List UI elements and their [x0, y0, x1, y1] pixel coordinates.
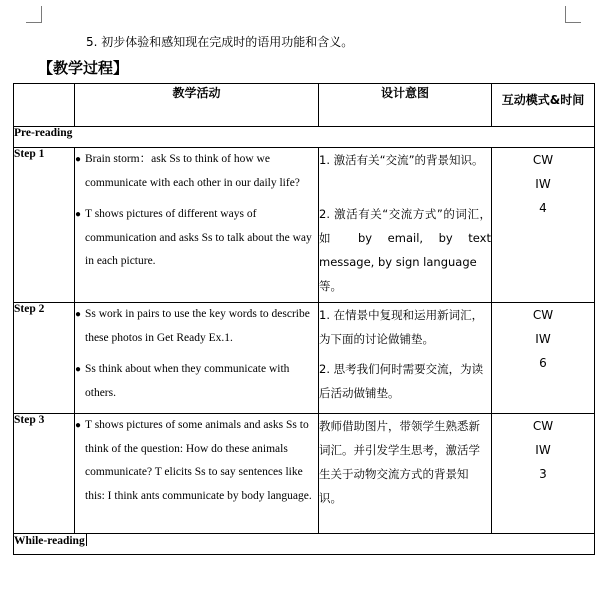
- activities-cell: [75, 303, 319, 414]
- bullet-icon: ●: [75, 420, 82, 431]
- mode-cell: [492, 148, 595, 303]
- activities-cell: [75, 414, 319, 534]
- objective-line: 5. 初步体验和感知现在完成时的语用功能和含义。: [86, 35, 354, 49]
- activity-item: ● T shows pictures of different ways of communication and asks Ss to talk about the way in each picture.: [75, 203, 318, 274]
- step-label: Step 1: [14, 148, 75, 303]
- mode-value: IW: [535, 443, 551, 457]
- mode-cell: [492, 303, 595, 414]
- activity-item: ● Ss think about when they communicate with others.: [75, 358, 318, 405]
- mode-cell: [492, 414, 595, 534]
- mode-value: CW: [532, 308, 554, 322]
- design-point: 教师借助图片，带领学生熟悉新词汇。并引发学生思考，激活学生关于动物交流方式的背景知识。: [319, 419, 480, 505]
- section-pre-reading: Pre-reading: [14, 127, 595, 148]
- design-point: 2. 思考我们何时需要交流，为读后活动做铺垫。: [319, 362, 484, 400]
- design-point: 2. 激活有关“交流方式”的词汇， 如 by email, by text: [319, 207, 491, 245]
- crop-mark-right-horizontal: [565, 22, 581, 23]
- design-point: 1. 激活有关“交流”的背景知识。: [319, 153, 484, 167]
- mode-value: IW: [535, 332, 551, 346]
- mode-value: CW: [532, 153, 554, 167]
- process-title: 【教学过程】: [38, 59, 129, 77]
- bullet-icon: ●: [75, 209, 82, 220]
- mode-value: IW: [535, 177, 551, 191]
- table-row: [14, 414, 595, 534]
- section-row: [14, 534, 595, 555]
- section-while-reading: While-reading: [14, 534, 595, 555]
- crop-mark-left-vertical: [41, 6, 42, 22]
- table-header-row: [14, 84, 595, 127]
- table-row: [14, 148, 595, 303]
- bullet-icon: ●: [75, 309, 82, 320]
- activity-item: ● T shows pictures of some animals and asks Ss to think of the question: How do these animals communicate? T elicits Ss to say sentences like this: I think ants communicate by body language.: [75, 414, 318, 508]
- step-label: Step 3: [14, 414, 75, 534]
- header-mode-time: 互动模式&时间: [492, 84, 595, 127]
- header-step: [14, 84, 75, 127]
- activity-item: ● Ss work in pairs to use the key words to describe these photos in Get Ready Ex.1.: [75, 303, 318, 350]
- text-cursor: [86, 534, 87, 546]
- design-point: message, by sign language 等。: [319, 255, 477, 293]
- bullet-icon: ●: [75, 154, 82, 165]
- design-cell: [319, 303, 492, 414]
- time-value: 4: [539, 201, 547, 215]
- time-value: 3: [539, 467, 547, 481]
- table-row: [14, 303, 595, 414]
- time-value: 6: [539, 356, 547, 370]
- step-label: Step 2: [14, 303, 75, 414]
- crop-mark-left-horizontal: [26, 22, 42, 23]
- design-cell: [319, 148, 492, 303]
- mode-value: CW: [532, 419, 554, 433]
- design-point: 1. 在情景中复现和运用新词汇，为下面的讨论做铺垫。: [319, 308, 484, 346]
- lesson-table: [13, 83, 595, 555]
- bullet-icon: ●: [75, 364, 82, 375]
- section-row: [14, 127, 595, 148]
- activity-item: ● Brain storm：ask Ss to think of how we communicate with each other in our daily life?: [75, 148, 318, 195]
- header-activities: 教学活动: [75, 84, 319, 127]
- header-design: 设计意图: [319, 84, 492, 127]
- design-cell: [319, 414, 492, 534]
- crop-mark-right-vertical: [565, 6, 566, 22]
- activities-cell: [75, 148, 319, 303]
